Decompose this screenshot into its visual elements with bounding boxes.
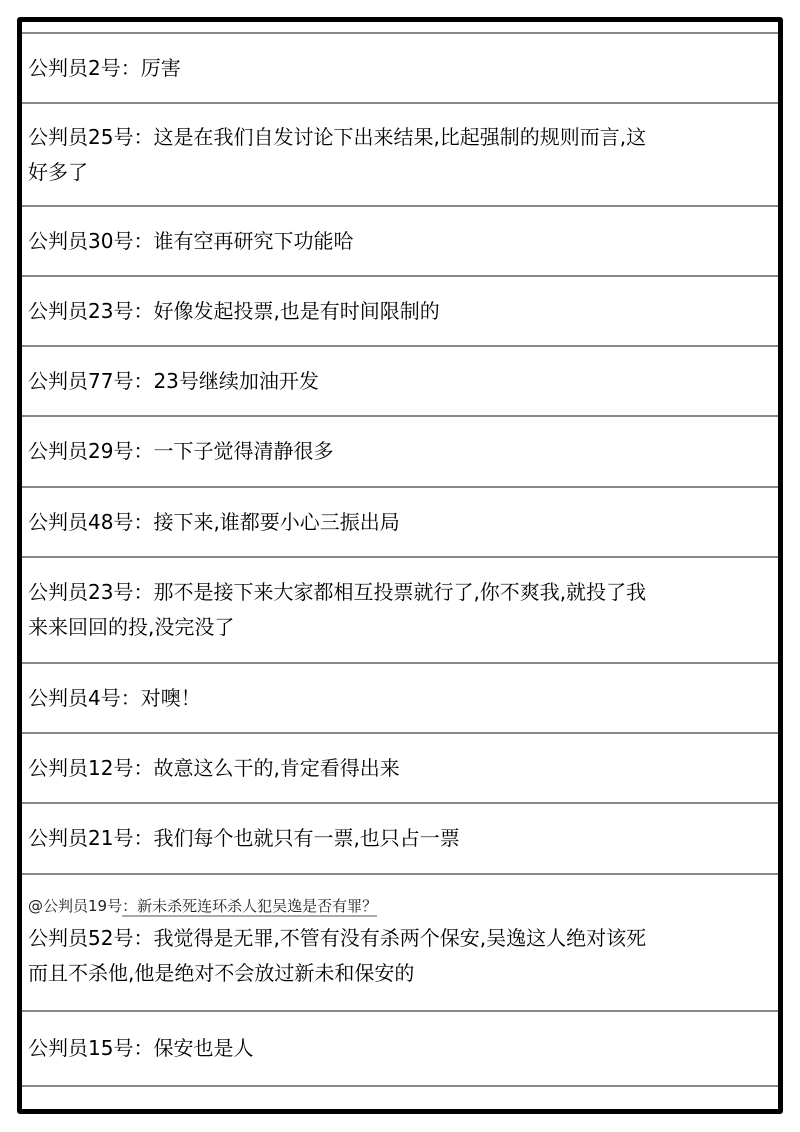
- message-row: [22, 275, 778, 345]
- message-text: 好多了: [28, 159, 88, 184]
- message-list: [22, 32, 778, 1107]
- message-text: 公判员25号：这是在我们自发讨论下出来结果,比起强制的规则而言,这: [28, 124, 647, 149]
- message-row: [22, 205, 778, 275]
- message-text: 公判员2号：厉害: [28, 55, 181, 80]
- message-row: [22, 102, 778, 205]
- quote-text: ：新未杀死连环杀人犯吴逸是否有罪？: [122, 897, 378, 915]
- divider: [22, 1085, 778, 1107]
- message-text: 公判员23号：那不是接下来大家都相互投票就行了,你不爽我,就投了我: [28, 580, 647, 604]
- message-text: 公判员29号：一下子觉得清静很多: [28, 439, 334, 463]
- message-row: [22, 32, 778, 102]
- message-row: [22, 415, 778, 486]
- message-text: 公判员48号：接下来,谁都要小心三振出局: [28, 509, 400, 534]
- message-text: 来来回回的投,没完没了: [28, 615, 235, 639]
- message-row-with-quote: [22, 873, 778, 1010]
- message-row: [22, 556, 778, 662]
- chat-frame: [17, 17, 783, 1114]
- message-text: 公判员52号：我觉得是无罪,不管有没有杀两个保安,吴逸这人绝对该死: [28, 926, 647, 950]
- message-row: [22, 486, 778, 556]
- message-row: [22, 662, 778, 732]
- message-row: [22, 802, 778, 873]
- message-text: 公判员4号：对噢！: [28, 685, 201, 710]
- message-row: [22, 732, 778, 802]
- message-text: 公判员23号：好像发起投票,也是有时间限制的: [28, 298, 440, 323]
- message-text: 公判员21号：我们每个也就只有一票,也只占一票: [28, 826, 460, 850]
- message-text: 公判员12号：故意这么干的,肯定看得出来: [28, 755, 400, 780]
- quote-author[interactable]: @公判员19号: [28, 897, 123, 915]
- message-row: [22, 1010, 778, 1085]
- quoted-message[interactable]: [28, 895, 778, 917]
- message-text: 公判员77号：23号继续加油开发: [28, 368, 319, 393]
- message-row: [22, 345, 778, 415]
- message-text: 公判员15号：保安也是人: [28, 1036, 254, 1060]
- message-text: 而且不杀他,他是绝对不会放过新未和保安的: [28, 961, 415, 985]
- message-text: 公判员30号：谁有空再研究下功能哈: [28, 228, 354, 253]
